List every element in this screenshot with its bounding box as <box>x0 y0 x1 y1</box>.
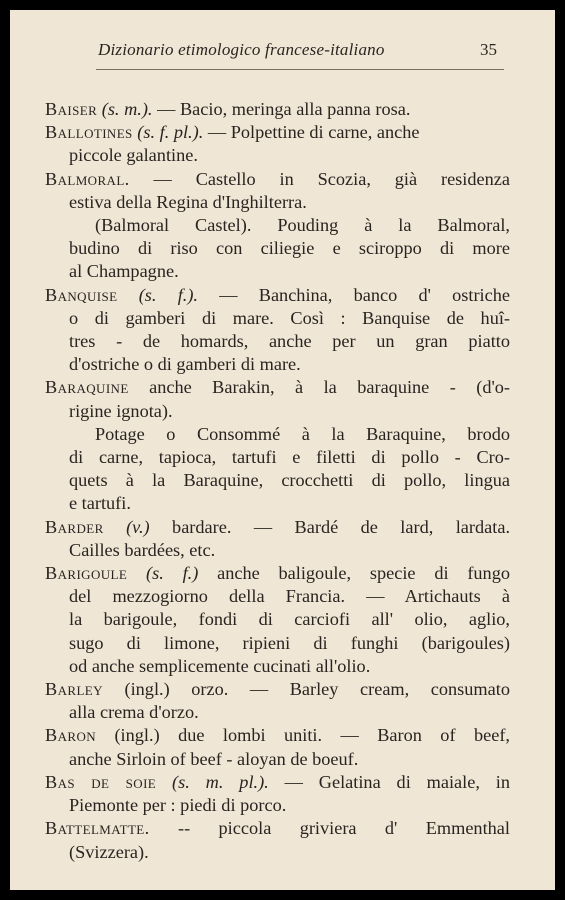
entry-headword: Barley <box>45 679 103 700</box>
entry-text: al Champagne. <box>69 261 179 282</box>
entry-headword: Barigoule <box>45 563 128 584</box>
book-page <box>10 10 555 890</box>
entry-headword: Battelmatte. <box>45 818 150 839</box>
dictionary-entry <box>45 98 510 121</box>
entry-text: budino di riso con ciliegie e sciroppo di more <box>69 238 510 259</box>
entry-text: del mezzogiorno della Francia. — Artichauts à <box>69 586 510 607</box>
entry-text: o di gamberi di mare. Così : Banquise de huî- <box>69 307 510 328</box>
entry-text: (Balmoral Castel). Pouding à la Balmoral, <box>95 215 510 236</box>
entry-text: od anche semplicemente cucinati all'olio. <box>69 655 371 676</box>
entry-text: (Svizzera). <box>69 841 149 862</box>
entry-headword: Bas de soie <box>45 771 157 792</box>
entry-headword: Barder <box>45 516 104 537</box>
dictionary-entry <box>45 284 510 377</box>
entry-text: di carne, tapioca, tartufi e filetti di pollo - Cro- <box>69 447 510 468</box>
entry-text: (ingl.) due lombi uniti. — Baron of beef, <box>114 725 510 746</box>
entry-text: — Castello in Scozia, già residenza <box>153 168 510 189</box>
page-number: 35 <box>480 40 497 59</box>
entry-text: bardare. — Bardé de lard, lardata. <box>172 516 511 537</box>
entry-headword: Ballotines <box>45 122 133 143</box>
header-title: Dizionario etimologico francese-italiano <box>98 40 385 59</box>
entry-text: anche Sirloin of beef - aloyan de boeuf. <box>69 748 359 769</box>
entry-text: piccole galantine. <box>69 145 198 166</box>
entry-text: — Gelatina di maiale, in <box>284 771 511 792</box>
entry-text: -- piccola griviera d' Emmenthal <box>177 818 510 839</box>
entry-text: Potage o Consommé à la Baraquine, brodo <box>95 423 510 444</box>
entry-headword: Balmoral. <box>45 168 130 189</box>
entry-grammar: (s. m.). <box>101 99 153 119</box>
dictionary-entry <box>45 121 510 167</box>
entry-text: (ingl.) orzo. — Barley cream, consumato <box>124 679 510 700</box>
entry-text: sugo di limone, ripieni di funghi (barigoules) <box>69 632 510 653</box>
entry-headword: Baron <box>45 725 97 746</box>
entry-text: la barigoule, fondi di carciofi all' olio, aglio, <box>69 609 510 630</box>
dictionary-entry <box>45 771 510 817</box>
entry-grammar: (v.) <box>126 516 150 537</box>
dictionary-entry <box>45 724 510 770</box>
entry-grammar: (s. f.). <box>138 284 198 305</box>
dictionary-entry <box>45 817 510 863</box>
entry-text: anche Barakin, à la baraquine - (d'o- <box>149 377 510 398</box>
entry-text: quets à la Baraquine, crocchetti di pollo, lingua <box>69 470 510 491</box>
entry-text: — Bacio, meringa alla panna rosa. <box>157 99 411 119</box>
entry-text: e tartufi. <box>69 493 131 514</box>
entry-text: estiva della Regina d'Inghilterra. <box>69 191 307 212</box>
running-header <box>10 40 555 70</box>
header-rule <box>96 69 504 70</box>
entry-grammar: (s. m. pl.). <box>172 771 269 792</box>
dictionary-entry <box>45 516 510 562</box>
entry-headword: Baraquine <box>45 377 129 398</box>
entry-text: — Banchina, banco d' ostriche <box>219 284 510 305</box>
entry-text: d'ostriche o di gamberi di mare. <box>69 354 301 375</box>
dictionary-entry <box>45 376 510 515</box>
entry-text: Cailles bardées, etc. <box>69 539 216 560</box>
entry-text: tres - de homards, anche per un gran piatto <box>69 331 510 352</box>
entry-text: alla crema d'orzo. <box>69 702 199 723</box>
dictionary-entry <box>45 562 510 678</box>
entry-text: — Polpettine di carne, anche <box>207 122 420 143</box>
dictionary-body <box>45 98 510 864</box>
entry-grammar: (s. f.) <box>146 563 199 584</box>
entry-headword: Banquise <box>45 284 118 305</box>
entry-grammar: (s. f. pl.). <box>137 122 204 143</box>
entry-text: rigine ignota). <box>69 400 173 421</box>
entry-text: anche baligoule, specie di fungo <box>217 563 510 584</box>
entry-text: Piemonte per : piedi di porco. <box>69 795 287 816</box>
dictionary-entry <box>45 678 510 724</box>
entry-headword: Baiser <box>45 99 98 119</box>
dictionary-entry <box>45 168 510 284</box>
